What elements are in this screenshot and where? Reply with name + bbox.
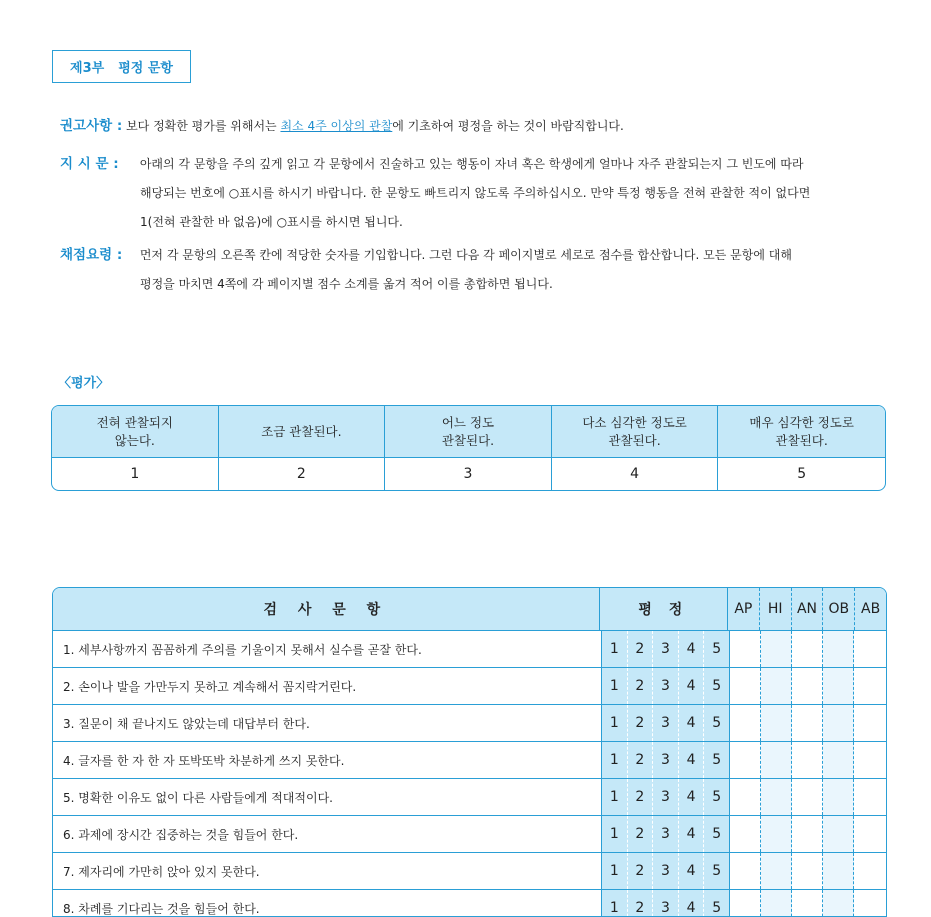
recommendation-text-after: 에 기초하여 평정을 하는 것이 바람직합니다.: [392, 119, 624, 133]
rating-option-1[interactable]: 1: [602, 816, 628, 852]
rating-option-3[interactable]: 3: [653, 779, 679, 815]
header-score-hi: HI: [760, 588, 792, 630]
score-cell[interactable]: [761, 779, 792, 815]
table-row: [53, 631, 886, 668]
rating-option-2[interactable]: 2: [628, 742, 654, 778]
part-heading: [52, 50, 191, 83]
table-row: [53, 779, 886, 816]
score-cell[interactable]: [823, 668, 854, 704]
score-cell[interactable]: [730, 705, 761, 741]
rating-option-3[interactable]: 3: [653, 742, 679, 778]
score-cell[interactable]: [761, 890, 792, 917]
rating-option-2[interactable]: 2: [628, 816, 654, 852]
score-cell[interactable]: [854, 779, 885, 815]
rating-value-2: 2: [219, 458, 386, 490]
item-question: 5. 명확한 이유도 없이 다른 사람들에게 적대적이다.: [53, 779, 602, 815]
score-cell[interactable]: [761, 816, 792, 852]
rating-option-4[interactable]: 4: [679, 668, 705, 704]
recommendation-block: [60, 112, 624, 141]
directions-label: 지 시 문 :: [60, 156, 119, 172]
score-cell[interactable]: [792, 779, 823, 815]
rating-option-4[interactable]: 4: [679, 890, 705, 917]
table-row: [53, 890, 886, 917]
header-rating: 평 정: [600, 588, 728, 630]
rating-option-5[interactable]: 5: [704, 668, 730, 704]
score-cell[interactable]: [823, 631, 854, 667]
rating-option-2[interactable]: 2: [628, 705, 654, 741]
rating-value-1: 1: [52, 458, 219, 490]
rating-scale-table: [51, 405, 886, 491]
rating-option-3[interactable]: 3: [653, 890, 679, 917]
items-table-header: [53, 588, 886, 631]
rating-option-2[interactable]: 2: [628, 890, 654, 917]
rating-option-2[interactable]: 2: [628, 668, 654, 704]
recommendation-label: 권고사항 :: [60, 118, 123, 134]
score-cell[interactable]: [761, 853, 792, 889]
score-cell[interactable]: [854, 631, 885, 667]
rating-option-5[interactable]: 5: [704, 779, 730, 815]
rating-option-3[interactable]: 3: [653, 631, 679, 667]
score-cell[interactable]: [854, 742, 885, 778]
score-cell[interactable]: [792, 853, 823, 889]
part-label: 제3부: [70, 61, 105, 76]
score-cell[interactable]: [823, 705, 854, 741]
score-cell[interactable]: [792, 705, 823, 741]
rating-option-4[interactable]: 4: [679, 705, 705, 741]
table-row: [53, 668, 886, 705]
score-cell[interactable]: [730, 890, 761, 917]
scoring-line-1: 먼저 각 문항의 오른쪽 칸에 적당한 숫자를 기입합니다. 그런 다음 각 페이지별로 세로로 점수를 합산합니다. 모든 문항에 대해: [139, 248, 792, 262]
score-cell[interactable]: [823, 742, 854, 778]
header-score-ap: AP: [728, 588, 760, 630]
directions-line-3: 1(전혀 관찰한 바 없음)에 ○표시를 하시면 됩니다.: [140, 215, 403, 229]
table-row: [53, 705, 886, 742]
rating-option-3[interactable]: 3: [653, 853, 679, 889]
score-cell[interactable]: [854, 816, 885, 852]
rating-option-3[interactable]: 3: [653, 705, 679, 741]
header-score-an: AN: [792, 588, 824, 630]
rating-header-4: 다소 심각한 정도로 관찰된다.: [552, 406, 719, 458]
score-cell[interactable]: [854, 705, 885, 741]
score-cell[interactable]: [823, 853, 854, 889]
score-cell[interactable]: [761, 631, 792, 667]
rating-option-5[interactable]: 5: [704, 816, 730, 852]
rating-option-5[interactable]: 5: [704, 853, 730, 889]
rating-option-1[interactable]: 1: [602, 890, 628, 917]
score-cell[interactable]: [854, 853, 885, 889]
rating-option-4[interactable]: 4: [679, 631, 705, 667]
table-row: [53, 853, 886, 890]
rating-option-3[interactable]: 3: [653, 816, 679, 852]
rating-section-title: 〈평가〉: [58, 376, 110, 391]
score-cell[interactable]: [854, 890, 885, 917]
rating-option-4[interactable]: 4: [679, 816, 705, 852]
rating-header-3: 어느 정도 관찰된다.: [385, 406, 552, 458]
rating-option-1[interactable]: 1: [602, 668, 628, 704]
score-cell[interactable]: [761, 668, 792, 704]
items-table: [52, 587, 887, 917]
score-cell[interactable]: [792, 668, 823, 704]
rating-option-5[interactable]: 5: [704, 890, 730, 917]
item-question: 4. 글자를 한 자 한 자 또박또박 차분하게 쓰지 못한다.: [53, 742, 602, 778]
rating-value-5: 5: [797, 466, 807, 482]
rating-value-4: 4: [552, 458, 719, 490]
score-cell[interactable]: [792, 890, 823, 917]
rating-option-1[interactable]: 1: [602, 853, 628, 889]
rating-option-5[interactable]: 5: [704, 705, 730, 741]
score-cell[interactable]: [792, 742, 823, 778]
item-question: 2. 손이나 발을 가만두지 못하고 계속해서 꼼지락거린다.: [53, 668, 602, 704]
rating-option-5[interactable]: 5: [704, 742, 730, 778]
part-title: 평정 문항: [118, 61, 173, 76]
rating-option-1[interactable]: 1: [602, 705, 628, 741]
directions-line-1: 아래의 각 문항을 주의 깊게 읽고 각 문항에서 진술하고 있는 행동이 자녀 혹은 학생에게 얼마나 자주 관찰되는지 그 빈도에 따라: [139, 157, 804, 171]
rating-option-2[interactable]: 2: [628, 853, 654, 889]
item-question: 1. 세부사항까지 꼼꼼하게 주의를 기울이지 못해서 실수를 곧잘 한다.: [53, 631, 602, 667]
recommendation-highlight: 최소 4주 이상의 관찰: [280, 119, 393, 133]
scoring-line-2: 평정을 마치면 4쪽에 각 페이지별 점수 소계를 옮겨 적어 이를 총합하면 됩니다.: [140, 277, 553, 291]
table-row: [53, 742, 886, 779]
rating-option-4[interactable]: 4: [679, 779, 705, 815]
score-cell[interactable]: [823, 779, 854, 815]
rating-option-4[interactable]: 4: [679, 853, 705, 889]
score-cell[interactable]: [792, 631, 823, 667]
rating-header-2: 조금 관찰된다.: [219, 406, 386, 458]
score-cell[interactable]: [730, 816, 761, 852]
score-cell[interactable]: [730, 631, 761, 667]
score-cell[interactable]: [792, 816, 823, 852]
item-question: 7. 제자리에 가만히 앉아 있지 못한다.: [53, 853, 602, 889]
rating-option-2[interactable]: 2: [628, 631, 654, 667]
rating-option-1[interactable]: 1: [602, 631, 628, 667]
score-cell[interactable]: [854, 668, 885, 704]
rating-option-1[interactable]: 1: [602, 742, 628, 778]
rating-option-5[interactable]: 5: [704, 631, 730, 667]
scoring-label: 채점요령 :: [60, 247, 123, 263]
score-cell[interactable]: [730, 742, 761, 778]
score-cell[interactable]: [823, 890, 854, 917]
rating-option-2[interactable]: 2: [628, 779, 654, 815]
table-row: [53, 816, 886, 853]
header-question: 검 사 문 항: [53, 588, 600, 630]
item-question: 6. 과제에 장시간 집중하는 것을 힘들어 한다.: [53, 816, 602, 852]
score-cell[interactable]: [761, 705, 792, 741]
rating-header-5: 매우 심각한 정도로 관찰된다.: [718, 406, 885, 458]
rating-header-1: 전혀 관찰되지 않는다.: [52, 406, 219, 458]
directions-line-2: 해당되는 번호에 ○표시를 하시기 바랍니다. 한 문항도 빠트리지 않도록 주의하십시오. 만약 특정 행동을 전혀 관찰한 적이 없다면: [140, 186, 811, 200]
rating-option-4[interactable]: 4: [679, 742, 705, 778]
directions-block: [60, 150, 810, 237]
header-score-ab: AB: [861, 601, 881, 617]
rating-value-3: 3: [385, 458, 552, 490]
score-cell[interactable]: [730, 779, 761, 815]
item-question: 8. 차례를 기다리는 것을 힘들어 한다.: [53, 890, 602, 917]
score-cell[interactable]: [823, 816, 854, 852]
rating-option-1[interactable]: 1: [602, 779, 628, 815]
header-score-ob: OB: [823, 588, 855, 630]
score-cell[interactable]: [730, 853, 761, 889]
score-cell[interactable]: [761, 742, 792, 778]
recommendation-text-before: 보다 정확한 평가를 위해서는: [126, 119, 281, 133]
item-question: 3. 질문이 채 끝나지도 않았는데 대답부터 한다.: [53, 705, 602, 741]
scoring-block: [60, 241, 792, 299]
rating-option-3[interactable]: 3: [653, 668, 679, 704]
score-cell[interactable]: [730, 668, 761, 704]
